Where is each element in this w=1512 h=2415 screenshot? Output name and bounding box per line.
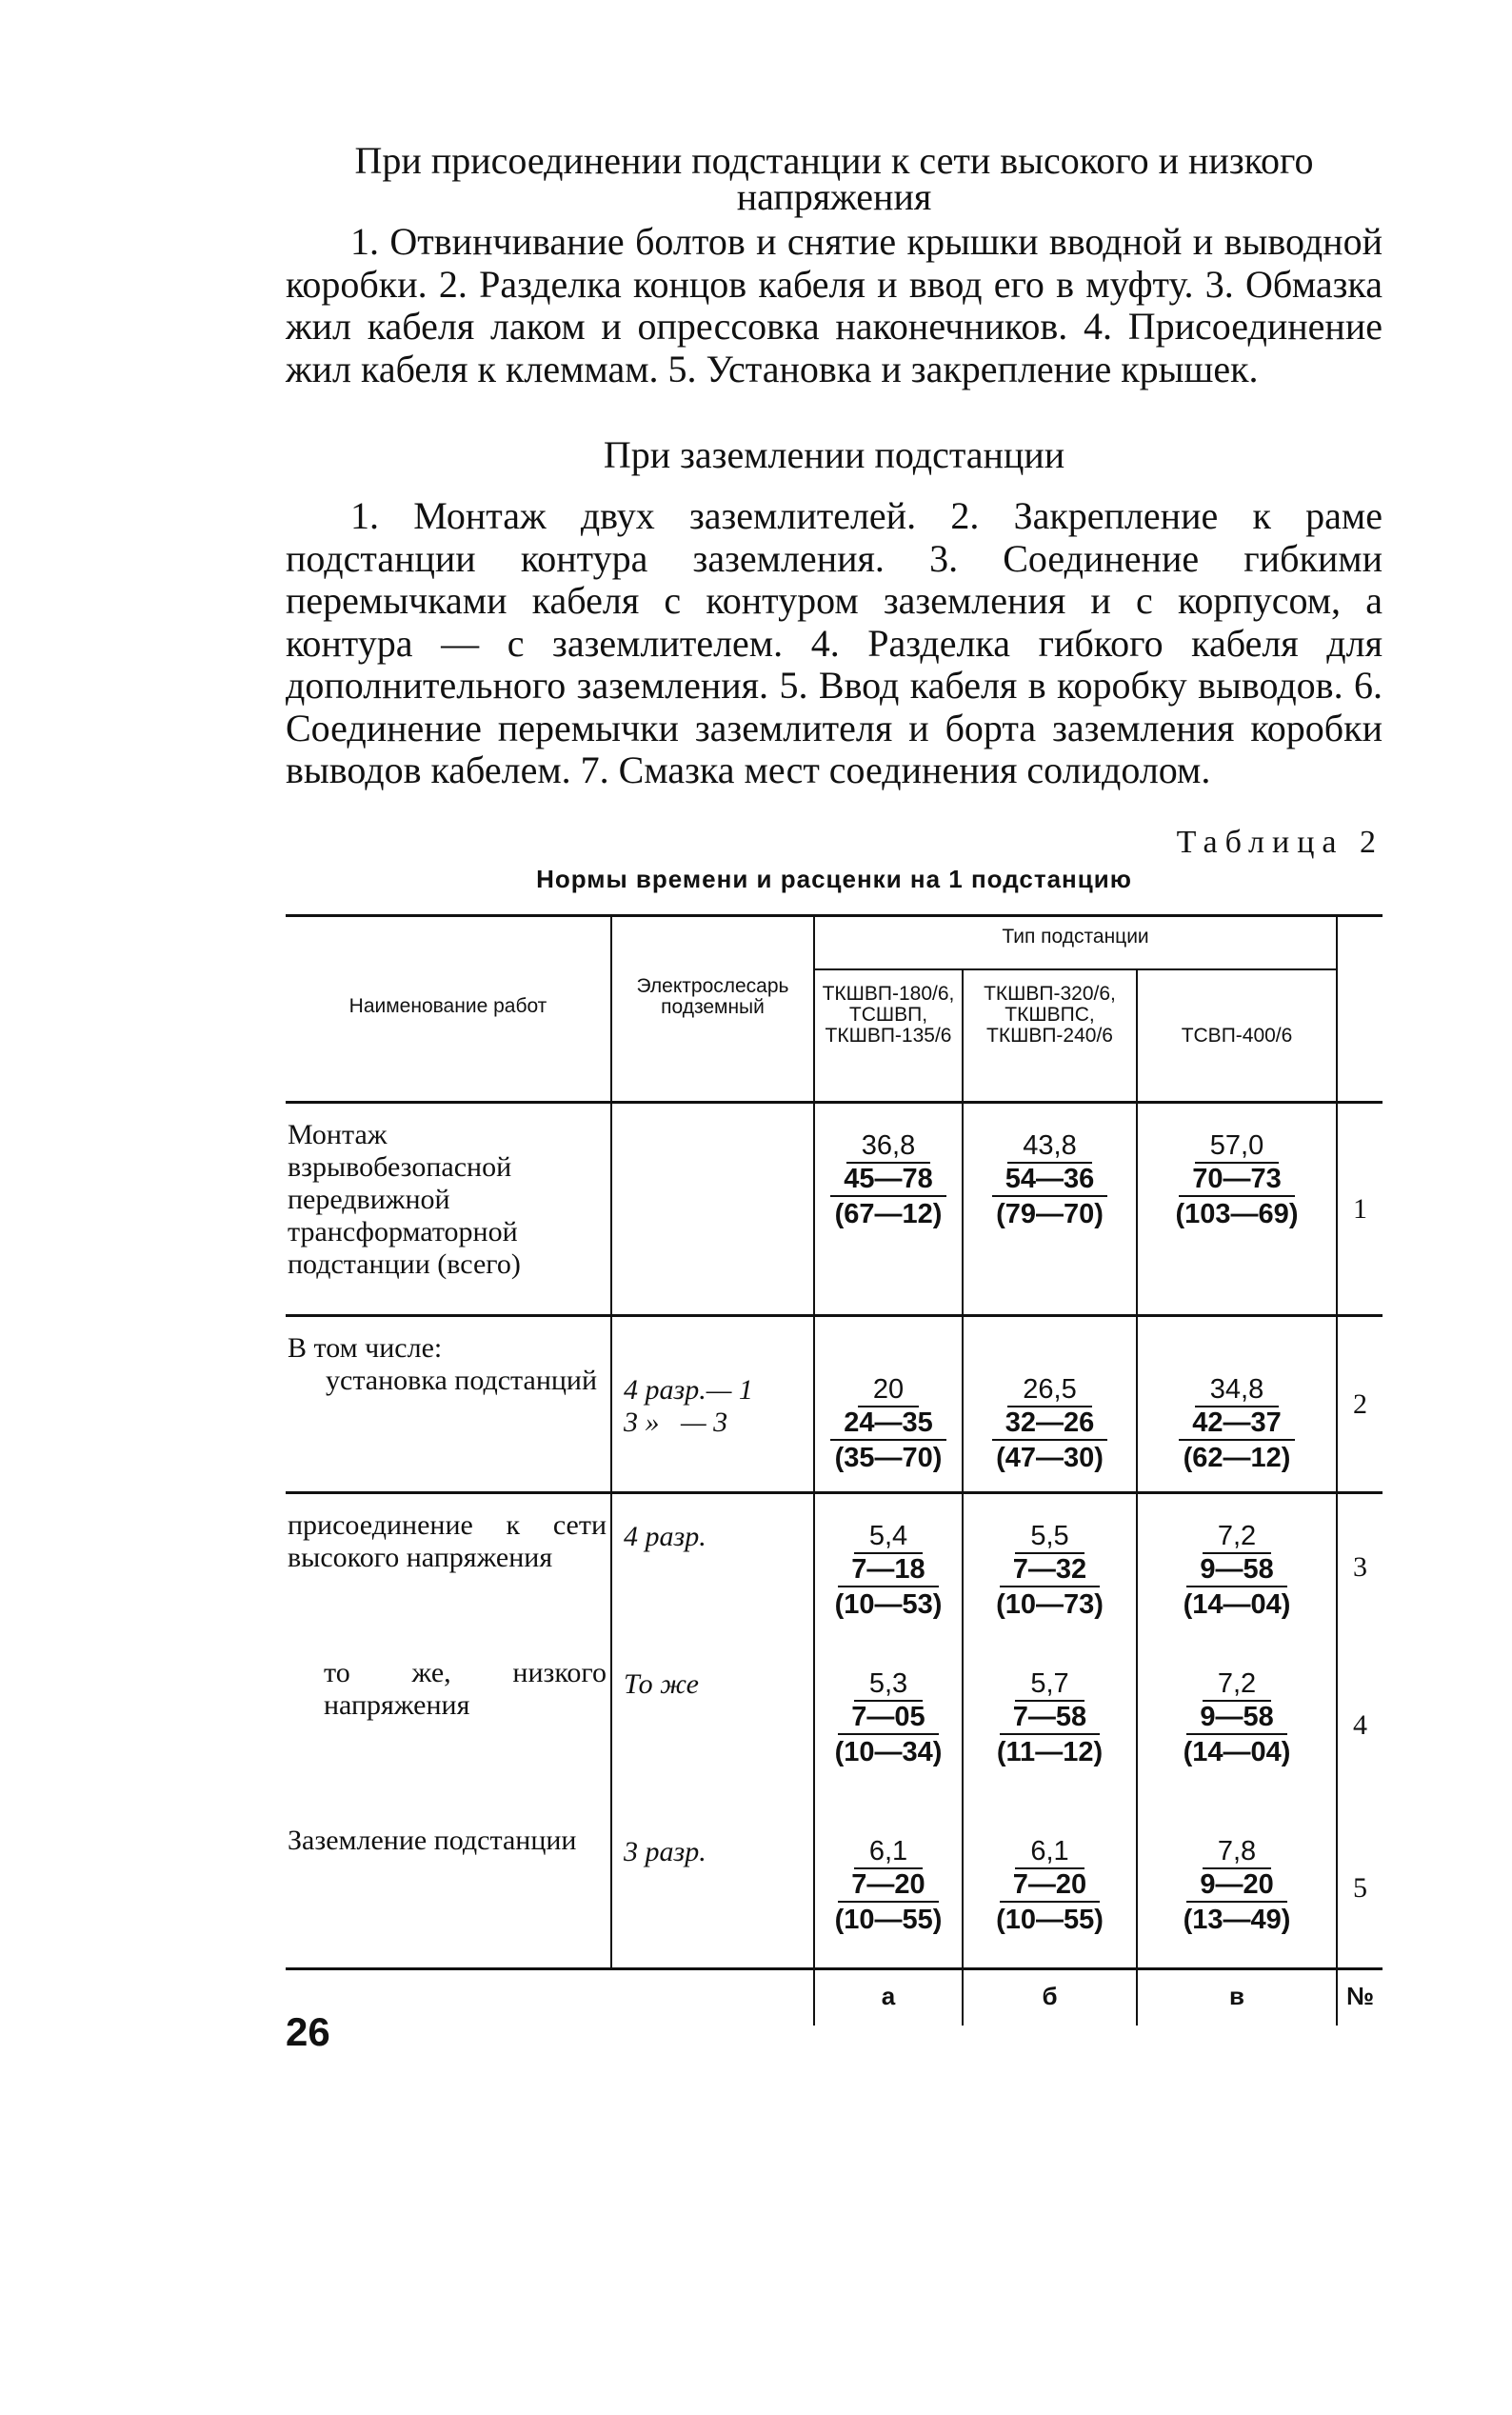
- work-name: то же, низкого напряжения: [286, 1642, 611, 1809]
- norms-table: [286, 914, 1383, 2026]
- work-name: В том числе: установка подстанций: [286, 1316, 611, 1493]
- worker-grade: [611, 1103, 814, 1316]
- page-number: 26: [286, 2009, 330, 2054]
- row-number: 1: [1353, 1192, 1368, 1225]
- cell-b: 6,1 7—20 (10—55): [963, 1809, 1137, 1969]
- table-row: [286, 1809, 1383, 1969]
- cell-c: 7,2 9—58 (14—04): [1137, 1642, 1337, 1809]
- work-name: присоединение к сети высокого напряжения: [286, 1493, 611, 1642]
- worker-grade: То же: [611, 1642, 814, 1809]
- cell-c: 7,8 9—20 (13—49): [1137, 1809, 1337, 1969]
- table-row: [286, 1493, 1383, 1642]
- worker-grade: 3 разр.: [611, 1809, 814, 1969]
- section-heading-ground: При заземлении подстанции: [603, 433, 1065, 476]
- footer-c: в: [1137, 1969, 1337, 2026]
- header-col-c: ТСВП-400/6: [1137, 969, 1337, 1103]
- cell-a: 5,3 7—05 (10—34): [814, 1642, 963, 1809]
- worker-grade: 4 разр.: [611, 1493, 814, 1642]
- table-title: Нормы времени и расценки на 1 подстанцию: [536, 865, 1132, 893]
- footer-blank: [286, 1969, 611, 2026]
- paragraph-connect: 1. Отвинчивание болтов и снятие крышки вводной и выводной коробки. 2. Разделка концов кабеля и ввод его в муфту. 3. Обмазка жил кабеля лаком и опрессовка наконечников. 4. Присоединение жил кабеля к клеммам. 5. Установка и закрепление крышек.: [286, 220, 1383, 390]
- footer-a: а: [814, 1969, 963, 2026]
- table-row: [286, 1642, 1383, 1809]
- cell-b: 43,8 54—36 (79—70): [963, 1103, 1137, 1316]
- paragraph-ground: 1. Монтаж двух заземлителей. 2. Закрепление к раме подстанции контура заземления. 3. Соединение гибкими перемычками кабеля с контуром заземления и с корпусом, а контура — с заземлителем. 4. Разделка гибкого кабеля для дополнительного заземления. 5. Ввод кабеля в коробку выводов. 6. Соединение перемычки заземлителя и борта заземления коробки выводов кабелем. 7. Смазка мест соединения солидолом.: [286, 494, 1383, 791]
- row-number: 5: [1353, 1871, 1368, 1904]
- work-name: Заземление подстанции: [286, 1809, 611, 1969]
- work-name: Монтаж взрывобезопасной передвижной трансформаторной подстанции (всего): [286, 1103, 611, 1316]
- footer-b: б: [963, 1969, 1137, 2026]
- header-type: Тип подстанции: [814, 916, 1337, 970]
- table-row: [286, 1103, 1383, 1316]
- header-spacer-2: [1337, 969, 1383, 1103]
- header-col-a: ТКШВП-180/6, ТСШВП, ТКШВП-135/6: [814, 969, 963, 1103]
- row-number: 2: [1353, 1387, 1368, 1420]
- cell-b: 5,7 7—58 (11—12): [963, 1642, 1137, 1809]
- table-caption: Таблица 2: [1176, 825, 1383, 860]
- header-worker: Электрослесарь подземный: [611, 916, 814, 1103]
- worker-grade: 4 разр.— 1 3 » — 3: [611, 1316, 814, 1493]
- cell-b: 5,5 7—32 (10—73): [963, 1493, 1137, 1642]
- header-spacer: [1337, 916, 1383, 970]
- table-footer: [286, 1969, 1383, 2026]
- footer-no: №: [1346, 1982, 1374, 2010]
- cell-b: 26,5 32—26 (47—30): [963, 1316, 1137, 1493]
- section-heading-connect: При присоединении подстанции к сети высокого и низкого напряжения: [354, 139, 1314, 218]
- cell-c: 34,8 42—37 (62—12): [1137, 1316, 1337, 1493]
- header-work: Наименование работ: [286, 916, 611, 1103]
- footer-blank-2: [611, 1969, 814, 2026]
- row-number: 4: [1353, 1708, 1368, 1741]
- cell-a: 36,8 45—78 (67—12): [814, 1103, 963, 1316]
- cell-c: 7,2 9—58 (14—04): [1137, 1493, 1337, 1642]
- cell-c: 57,0 70—73 (103—69): [1137, 1103, 1337, 1316]
- header-col-b: ТКШВП-320/6, ТКШВПС, ТКШВП-240/6: [963, 969, 1137, 1103]
- cell-a: 5,4 7—18 (10—53): [814, 1493, 963, 1642]
- cell-a: 20 24—35 (35—70): [814, 1316, 963, 1493]
- row-number: 3: [1353, 1551, 1368, 1584]
- cell-a: 6,1 7—20 (10—55): [814, 1809, 963, 1969]
- table-row: [286, 1316, 1383, 1493]
